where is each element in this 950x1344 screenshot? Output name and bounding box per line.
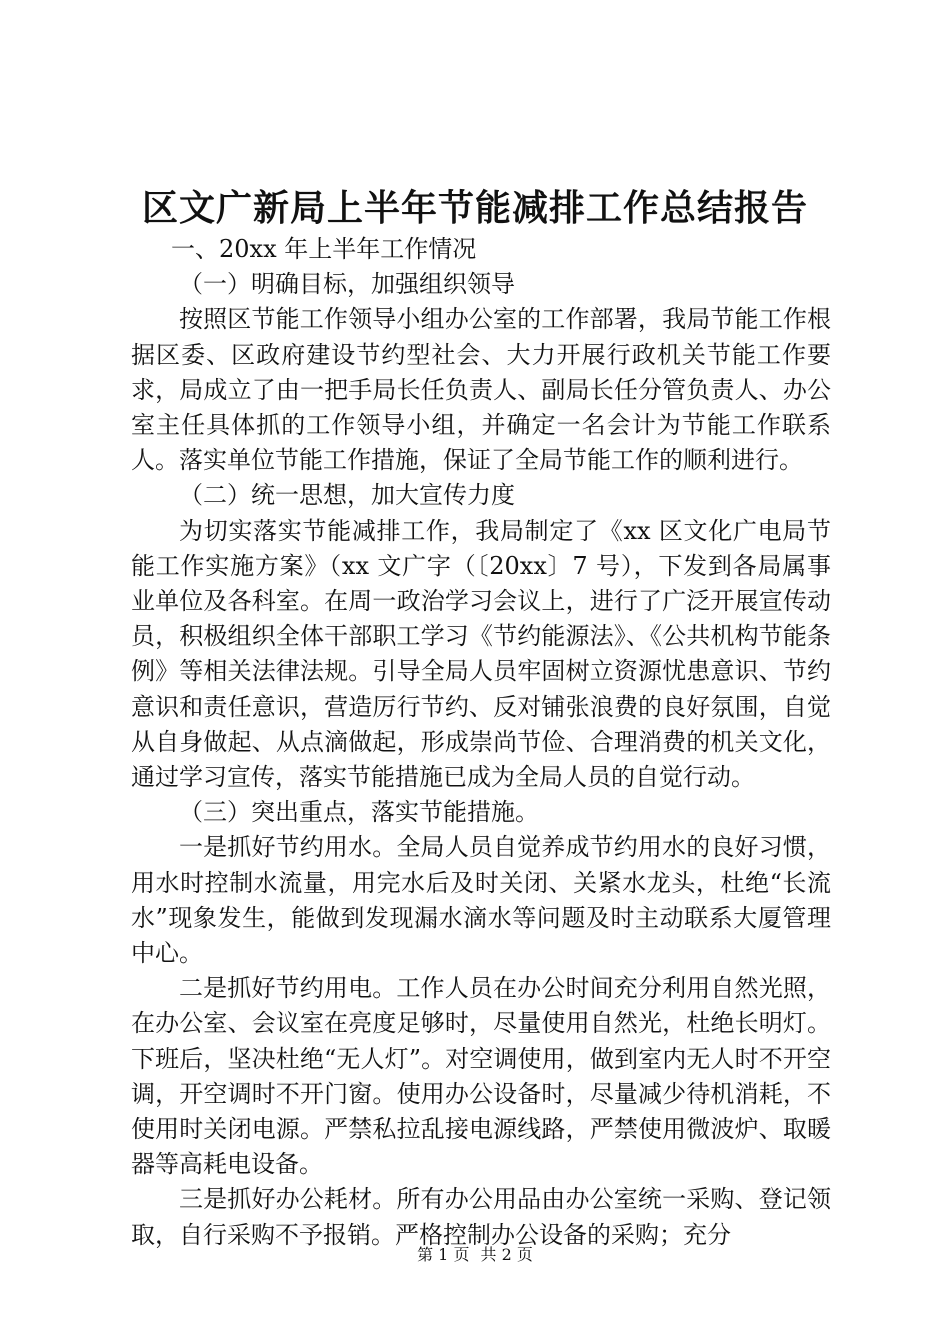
page-footer	[0, 1243, 950, 1267]
body-paragraph: 一是抓好节约用水。全局人员自觉养成节约用水的良好习惯，用水时控制水流量，用完水后及时关闭、关紧水龙头，杜绝“长流水”现象发生，能做到发现漏水滴水等问题及时主动联系大厦管理中心。	[131, 833, 831, 968]
page-number: 第 1 页	[417, 1245, 470, 1264]
page-total: 共 2 页	[480, 1245, 533, 1264]
body-paragraph: 为切实落实节能减排工作，我局制定了《xx 区文化广电局节能工作实施方案》（xx 文广字（〔20xx〕7 号），下发到各局属事业单位及各科室。在周一政治学习会议上，进行了广泛开展宣传动员，积极组织全体干部职工学习《节约能源法》、《公共机构节能条例》等相关法律法规。引导全局人员牢固树立资源忧患意识、节约意识和责任意识，营造厉行节约、反对铺张浪费的良好氛围，自觉从自身做起、从点滴做起，形成崇尚节俭、合理消费的机关文化，通过学习宣传，落实节能措施已成为全局人员的自觉行动。	[131, 516, 831, 792]
body-paragraph: 按照区节能工作领导小组办公室的工作部署，我局节能工作根据区委、区政府建设节约型社会、大力开展行政机关节能工作要求，局成立了由一把手局长任负责人、副局长任分管负责人、办公室主任具体抓的工作领导小组，并确定一名会计为节能工作联系人。落实单位节能工作措施，保证了全局节能工作的顺利进行。	[131, 305, 831, 475]
body-paragraph: 二是抓好节约用电。工作人员在办公时间充分利用自然光照，在办公室、会议室在亮度足够时，尽量使用自然光，杜绝长明灯。下班后，坚决杜绝“无人灯”。对空调使用，做到室内无人时不开空调，开空调时不开门窗。使用办公设备时，尽量减少待机消耗，不使用时关闭电源。严禁私拉乱接电源线路，严禁使用微波炉、取暖器等高耗电设备。	[131, 974, 831, 1179]
subsection-heading: （一）明确目标，加强组织领导	[179, 270, 515, 299]
document-body	[131, 232, 831, 1253]
subsection-heading: （二）统一思想，加大宣传力度	[179, 481, 515, 510]
document-title: 区文广新局上半年节能减排工作总结报告	[141, 188, 808, 229]
subsection-heading: （三）突出重点，落实节能措施。	[179, 798, 539, 827]
section-heading: 一、20xx 年上半年工作情况	[171, 235, 477, 263]
body-paragraph: 三是抓好办公耗材。所有办公用品由办公室统一采购、登记领取，自行采购不予报销。严格控制办公设备的采购；充分	[131, 1185, 831, 1249]
